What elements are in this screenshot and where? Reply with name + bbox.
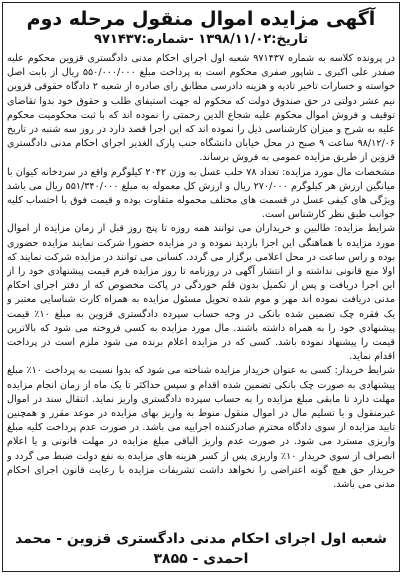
notice-title: آگهی مزایده اموال منقول مرحله دوم: [26, 8, 376, 30]
notice-signature: شعبه اول اجرای احکام مدنی دادگستری قزوین - محمد احمدی - ۳۸۵۵: [15, 531, 387, 567]
notice-paragraph-buyer-terms: شرایط خریدار: کسی به عنوان خریدار مزایده شناخته می شود که بدوا نسبت به پرداخت ۱۰٪ مبلغ پیشنهادی به صورت چک بانکی تضمین شده اقدام و سپس حداکثر تا یک ماه از زمان انجام مزایده مهلت دارد تا مابقی مبلغ مزایده را به حساب سپرده دادگستری واریز نماید. انتقال سند در اموال غیرمنقول و یا تسلیم مال در اموال منقول منوط به واریز بهای مزایده در موعد مقرر و همچنین تایید مزایده از سوی دادگاه محترم صادرکننده اجراییه می باشد. در صورت عدم پرداخت کلیه مبلغ واریزی مسترد می شود. در صورت عدم واریز الباقی مبلغ مزایده در مهلت قانونی و یا اعلام انصراف از سوی خریدار ۱۰٪ واریزی پس از کسر هزینه های مزایده به نفع دولت ضبط می گردد و خریدار حق هیچ گونه اعتراضی را نخواهد داشت تشریفات مزایده با رعایت قانون اجرای احکام مدنی می باشد.: [7, 365, 395, 491]
notice-date-number: تاریخ:۱۳۹۸/۱۱/۰۲ -شماره:۹۷۱۴۳۷: [94, 32, 308, 47]
notice-body: [7, 52, 395, 527]
notice-paragraph-auction-terms: شرایط مزایده: طالبین و خریداران می توانند همه روزه تا پنج روز قبل از زمان مزایده از اموال مورد مزایده با هماهنگی این اجرا بازدید نموده و در مزایده حضورا شرکت نمایند مزایده حضوری بوده و راس ساعت در محل اعلامی برگزار می گردد. کسانی می توانند در مزایده شرکت نمایند که اولا منع قانونی نداشته و از انتشار آگهی در روزنامه تا روز مزایده فرم قیمت پیشنهادی خود را از این اجرا دریافت و پس از تکمیل بدون قلم خوردگی در پاکت مخصوص که از دفتر اجرای احکام مدنی دریافت نموده اند مهر و موم شده تحویل مسئول مزایده به همراه کارت شناسایی معتبر و یک فقره چک تضمین شده بانکی در وجه حساب سپرده دادگستری قزوین به مبلغ ۱۰٪ قیمت پیشنهادی خود را به همراه داشته باشند. مال مورد مزایده به کسی فروخته می شود که بالاترین قیمت را پیشنهاد نموده باشد. کسی که در مزایده اعلام برنده می شود ملزم است در پرداخت اقدام نماید.: [7, 223, 395, 363]
notice-paragraph-case: در پرونده کلاسه به شماره ۹۷۱۴۳۷ شعبه اول اجرای احکام مدنی دادگستری قزوین محکوم علیه صفدر علی اکبری ـ شاپور صفری محکوم است به پرداخت مبلغ ۵۵۰/۰۰۰/۰۰۰ ریال از بابت اصل خواسته و خسارات تاخیر تادیه و هزینه دادرسی مطابق رای صادره از شعبه ۲ دادگاه حقوقی قزوین نیم عشر دولتی در حق صندوق دولت که محکوم له جهت استیفای طلب و حقوق خود بدوا تقاضای توقیف و فروش اموال محکوم علیه شجاع الدین رحمتی را نموده اند که با ثبت محکومیت محکوم علیه به شرح و میزان کارشناسی ذیل را نموده اند که این اجرا قصد دارد در روز سه شنبه در تاریخ ۹۸/۱۲/۰۶ ساعت ۹ صبح در محل خیابان دانشگاه جنب پارک الغدیر اجرای احکام مدنی دادگستری قزوین از طریق مزایده عمومی به فروش برساند.: [7, 53, 395, 164]
notice-paragraph-property: مشخصات مال مورد مزایده: تعداد ۷۸ حلب عسل به وزن ۲۰۴۲ کیلوگرم واقع در سردخانه کیوان با میانگین ارزش هر کیلوگرم ۲۷۰/۰۰۰ ریال و ارزش کل معموله به مبلغ ۵۵۱/۳۴۰/۰۰۰ ریال می باشد ویژگی های کیفی عسل در قسمت های مختلف محموله متفاوت بوده و قیمت فوق با احتساب کلیه جوانب طبق نظر کارشناس است.: [7, 166, 395, 221]
auction-notice: [2, 2, 400, 572]
